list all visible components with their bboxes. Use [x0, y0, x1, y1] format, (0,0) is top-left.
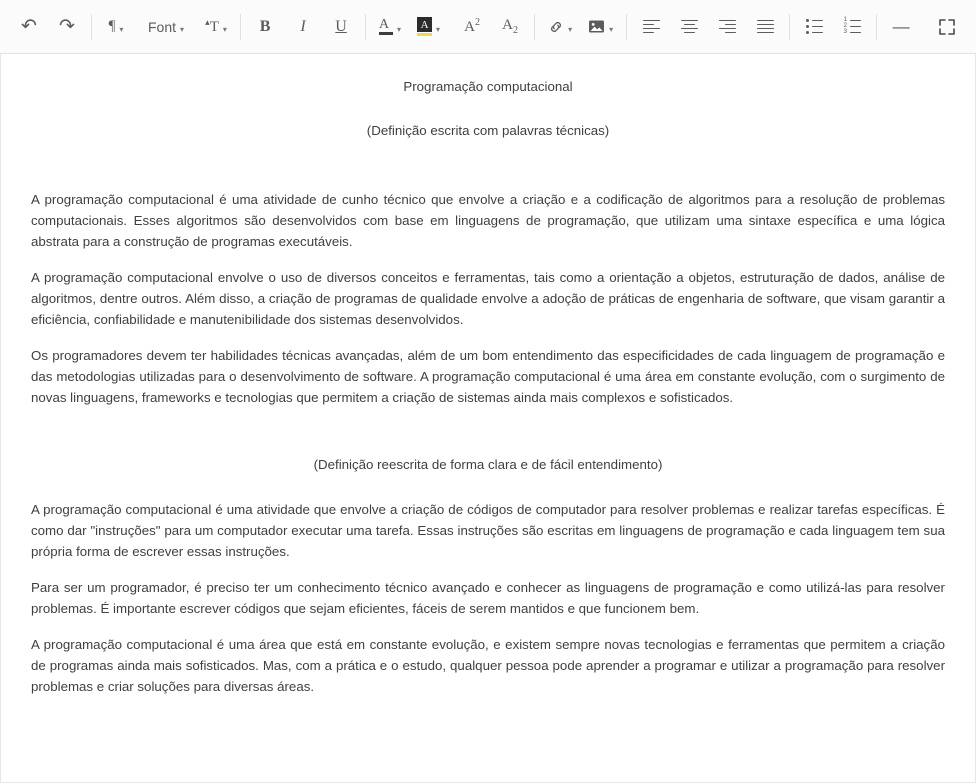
align-center-icon: [681, 17, 698, 36]
bulleted-list-button[interactable]: [799, 12, 829, 42]
paragraph: A programação computacional é uma atividade de cunho técnico que envolve a criação e a codificação de algoritmos para a resolução de problemas computacionais. Esses algoritmos são desenvolvidos com base em linguagens de programação, que utilizam uma sintaxe específica e uma lógica abstrata para a construção de programas executáveis.: [31, 192, 945, 249]
paragraph-style-dropdown[interactable]: [101, 12, 131, 42]
align-right-icon: [719, 17, 736, 36]
font-color-button[interactable]: [375, 12, 405, 42]
paragraph: Para ser um programador, é preciso ter um conhecimento técnico avançado e conhecer as linguagens de programação e como utilizá-las para resolver problemas. É importante escrever códigos que sejam eficientes, fáceis de serem mantidos e que funcionem bem.: [31, 580, 945, 616]
superscript-icon: $A^2$: [464, 17, 480, 35]
fullscreen-button[interactable]: [932, 12, 962, 42]
bulleted-list-icon: [806, 19, 823, 34]
numbered-list-button[interactable]: [837, 12, 867, 42]
insert-group: [544, 12, 617, 42]
toolbar-separator: [876, 14, 877, 40]
bold-icon: B: [259, 17, 271, 35]
redo-icon[interactable]: ↷: [59, 16, 75, 37]
align-right-button[interactable]: [712, 12, 742, 42]
image-icon: [588, 19, 605, 34]
toolbar-separator: [240, 14, 241, 40]
document-title: Programação computacional: [403, 79, 573, 94]
chevron-down-icon: ▾: [222, 24, 227, 34]
paragraph-style-group: [101, 12, 231, 42]
align-justify-icon: [757, 17, 774, 36]
alignment-group: [636, 12, 780, 42]
insert-image-button[interactable]: [584, 12, 617, 42]
chevron-down-icon: ▾: [436, 24, 441, 34]
font-family-dropdown[interactable]: [139, 12, 193, 42]
font-size-icon: ▴T: [205, 17, 219, 35]
align-left-button[interactable]: [636, 12, 666, 42]
align-center-button[interactable]: [674, 12, 704, 42]
text-style-group: [250, 12, 356, 42]
superscript-button[interactable]: [457, 12, 487, 42]
list-group: [799, 12, 867, 42]
link-icon: [548, 19, 564, 35]
font-color-icon: A: [379, 19, 393, 35]
highlight-color-button[interactable]: [413, 12, 444, 42]
bold-button[interactable]: [250, 12, 280, 42]
view-group: [932, 12, 962, 42]
paragraph: A programação computacional envolve o uso de diversos conceitos e ferramentas, tais como a orientação a objetos, estruturação de dados, análise de algoritmos, dentre outros. Além disso, a criação de programas de qualidade envolve a adoção de práticas de engenharia de software, que visam garantir a eficiência, confiabilidade e manutenibilidade dos sistemas desenvolvidos.: [31, 270, 945, 327]
chevron-down-icon: ▾: [180, 24, 185, 34]
undo-icon[interactable]: ↶: [21, 16, 37, 37]
toolbar-separator: [91, 14, 92, 40]
toolbar-separator: [365, 14, 366, 40]
paragraph-icon: ¶: [108, 18, 116, 34]
numbered-list-icon: 1 2 3: [844, 19, 861, 34]
underline-button[interactable]: [326, 12, 356, 42]
paragraph: Os programadores devem ter habilidades técnicas avançadas, além de um bom entendimento das especificidades de cada linguagem de programação e das metodologias utilizadas para o desenvolvimento de software. A programação computacional é uma área em constante evolução, com o surgimento de novas linguagens, frameworks e tecnologias que permitem a criação de sistemas ainda mais complexos e sofisticados.: [31, 348, 945, 405]
subscript-icon: $A_2$: [502, 17, 518, 36]
toolbar-separator: [789, 14, 790, 40]
document-body[interactable]: [1, 54, 975, 707]
history-group: [14, 12, 82, 42]
insert-link-button[interactable]: [544, 12, 576, 42]
chevron-down-icon: ▾: [397, 24, 402, 34]
document-subtitle: (Definição escrita com palavras técnicas): [366, 123, 610, 138]
italic-button[interactable]: [288, 12, 318, 42]
section-heading: (Definição reescrita de forma clara e de fácil entendimento): [313, 457, 663, 472]
toolbar-separator: [626, 14, 627, 40]
document-scroll-area[interactable]: [0, 54, 976, 783]
italic-icon: I: [300, 17, 306, 35]
font-family-label: Font: [148, 18, 177, 35]
paragraph: A programação computacional é uma área que está em constante evolução, e existem sempre novas tecnologias e ferramentas que permitem a criação de programas ainda mais sofisticados. Mas, com a prática e o estudo, qualquer pessoa pode aprender a programar e utilizar a programação para resolver problemas e criar soluções para diversas áreas.: [31, 637, 945, 694]
editor-toolbar: [0, 0, 976, 54]
fullscreen-icon: [938, 18, 956, 36]
color-group: [375, 12, 525, 42]
toolbar-separator: [534, 14, 535, 40]
align-justify-button[interactable]: [750, 12, 780, 42]
align-left-icon: [643, 17, 660, 36]
horizontal-rule-group: [886, 12, 916, 42]
chevron-down-icon: ▾: [609, 24, 614, 34]
underline-icon: U: [335, 17, 347, 35]
horizontal-rule-button[interactable]: —: [892, 16, 910, 36]
highlight-icon: A: [417, 17, 432, 36]
chevron-down-icon: ▾: [119, 24, 124, 34]
chevron-down-icon: ▾: [568, 24, 573, 34]
subscript-button[interactable]: [495, 12, 525, 42]
font-size-dropdown[interactable]: [201, 12, 231, 42]
paragraph: A programação computacional é uma atividade que envolve a criação de códigos de computador para resolver problemas e realizar tarefas específicas. É como dar "instruções" para um computador executar uma tarefa. Essas instruções são escritas em linguagens de programação e cada linguagem tem sua própria forma de escrever essas instruções.: [31, 502, 945, 559]
